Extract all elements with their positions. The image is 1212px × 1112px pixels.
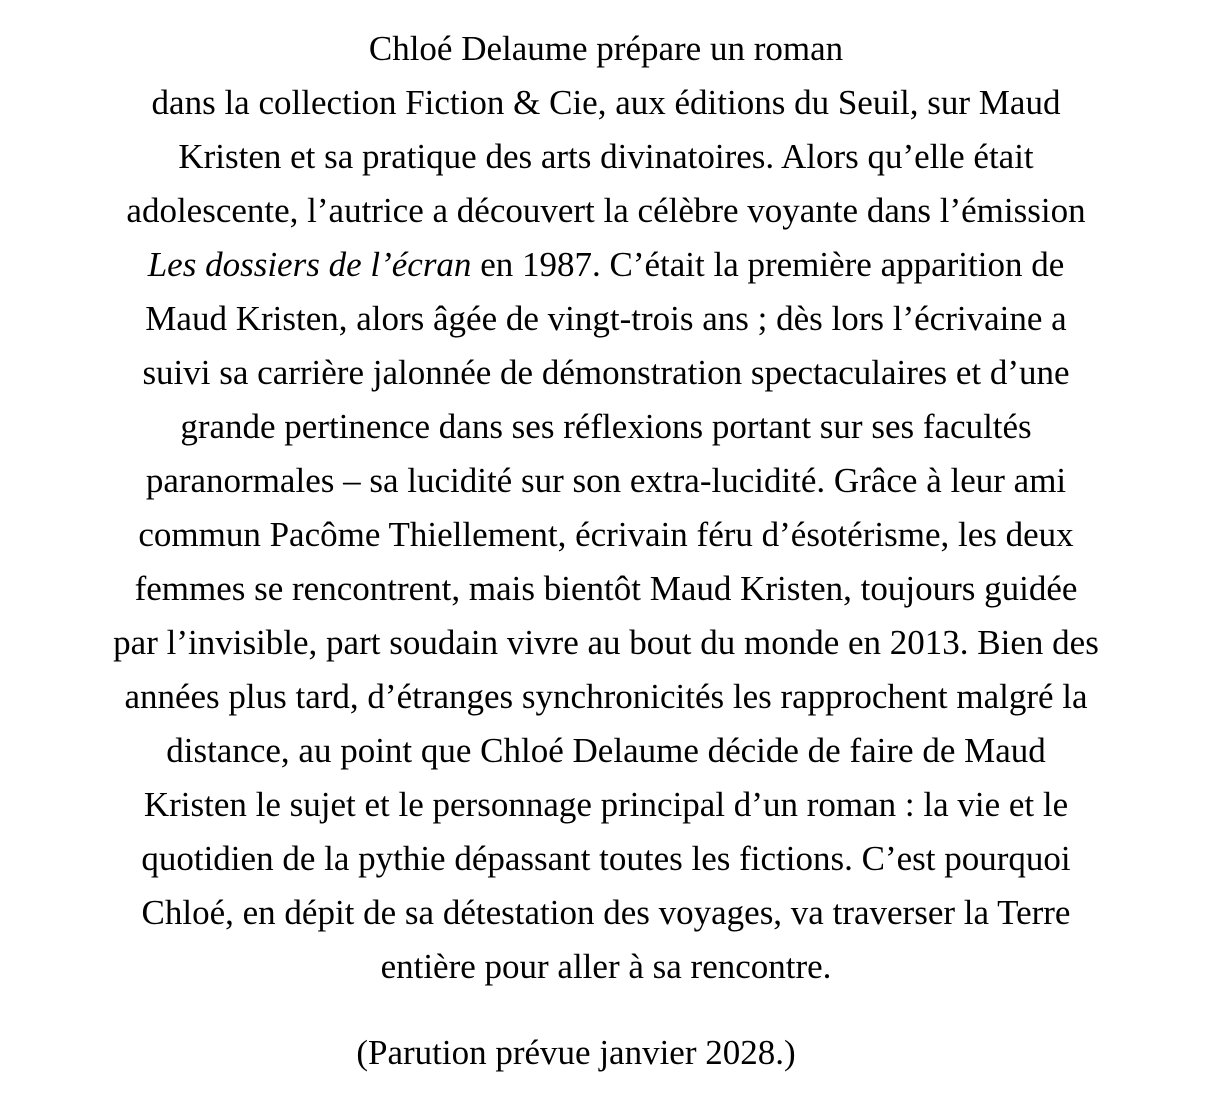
- text-line: Chloé Delaume prépare un roman: [368, 29, 844, 68]
- text-line: suivi sa carrière jalonnée de démonstration spectaculaires et d’une: [142, 353, 1070, 392]
- text-line: Kristen et sa pratique des arts divinatoires. Alors qu’elle était: [178, 137, 1034, 176]
- text-line: années plus tard, d’étranges synchronicités les rapprochent malgré la: [124, 677, 1088, 716]
- text-line: Chloé, en dépit de sa détestation des voyages, va traverser la Terre: [141, 893, 1071, 932]
- text-line: adolescente, l’autrice a découvert la célèbre voyante dans l’émission: [126, 191, 1086, 230]
- text-line: paranormales – sa lucidité sur son extra-lucidité. Grâce à leur ami: [145, 461, 1067, 500]
- text-line: femmes se rencontrent, mais bientôt Maud Kristen, toujours guidée: [134, 569, 1078, 608]
- text-line: distance, au point que Chloé Delaume décide de faire de Maud: [166, 731, 1046, 770]
- text-line: commun Pacôme Thiellement, écrivain féru d’ésotérisme, les deux: [138, 515, 1074, 554]
- body-paragraph: [30, 22, 1182, 994]
- show-title: Les dossiers de l’écran: [147, 245, 472, 284]
- text-line: [30, 238, 1182, 292]
- text-line-rest: en 1987. C’était la première apparition de: [471, 245, 1065, 284]
- publication-note: (Parution prévue janvier 2028.): [356, 1033, 796, 1072]
- text-line: Maud Kristen, alors âgée de vingt-trois ans ; dès lors l’écrivaine a: [145, 299, 1067, 338]
- text-line: Kristen le sujet et le personnage principal d’un roman : la vie et le: [143, 785, 1069, 824]
- text-line: quotidien de la pythie dépassant toutes les fictions. C’est pourquoi: [141, 839, 1071, 878]
- text-line: entière pour aller à sa rencontre.: [380, 947, 832, 986]
- text-line: dans la collection Fiction & Cie, aux éditions du Seuil, sur Maud: [151, 83, 1061, 122]
- text-line: par l’invisible, part soudain vivre au bout du monde en 2013. Bien des: [113, 623, 1099, 662]
- text-line: grande pertinence dans ses réflexions portant sur ses facultés: [180, 407, 1032, 446]
